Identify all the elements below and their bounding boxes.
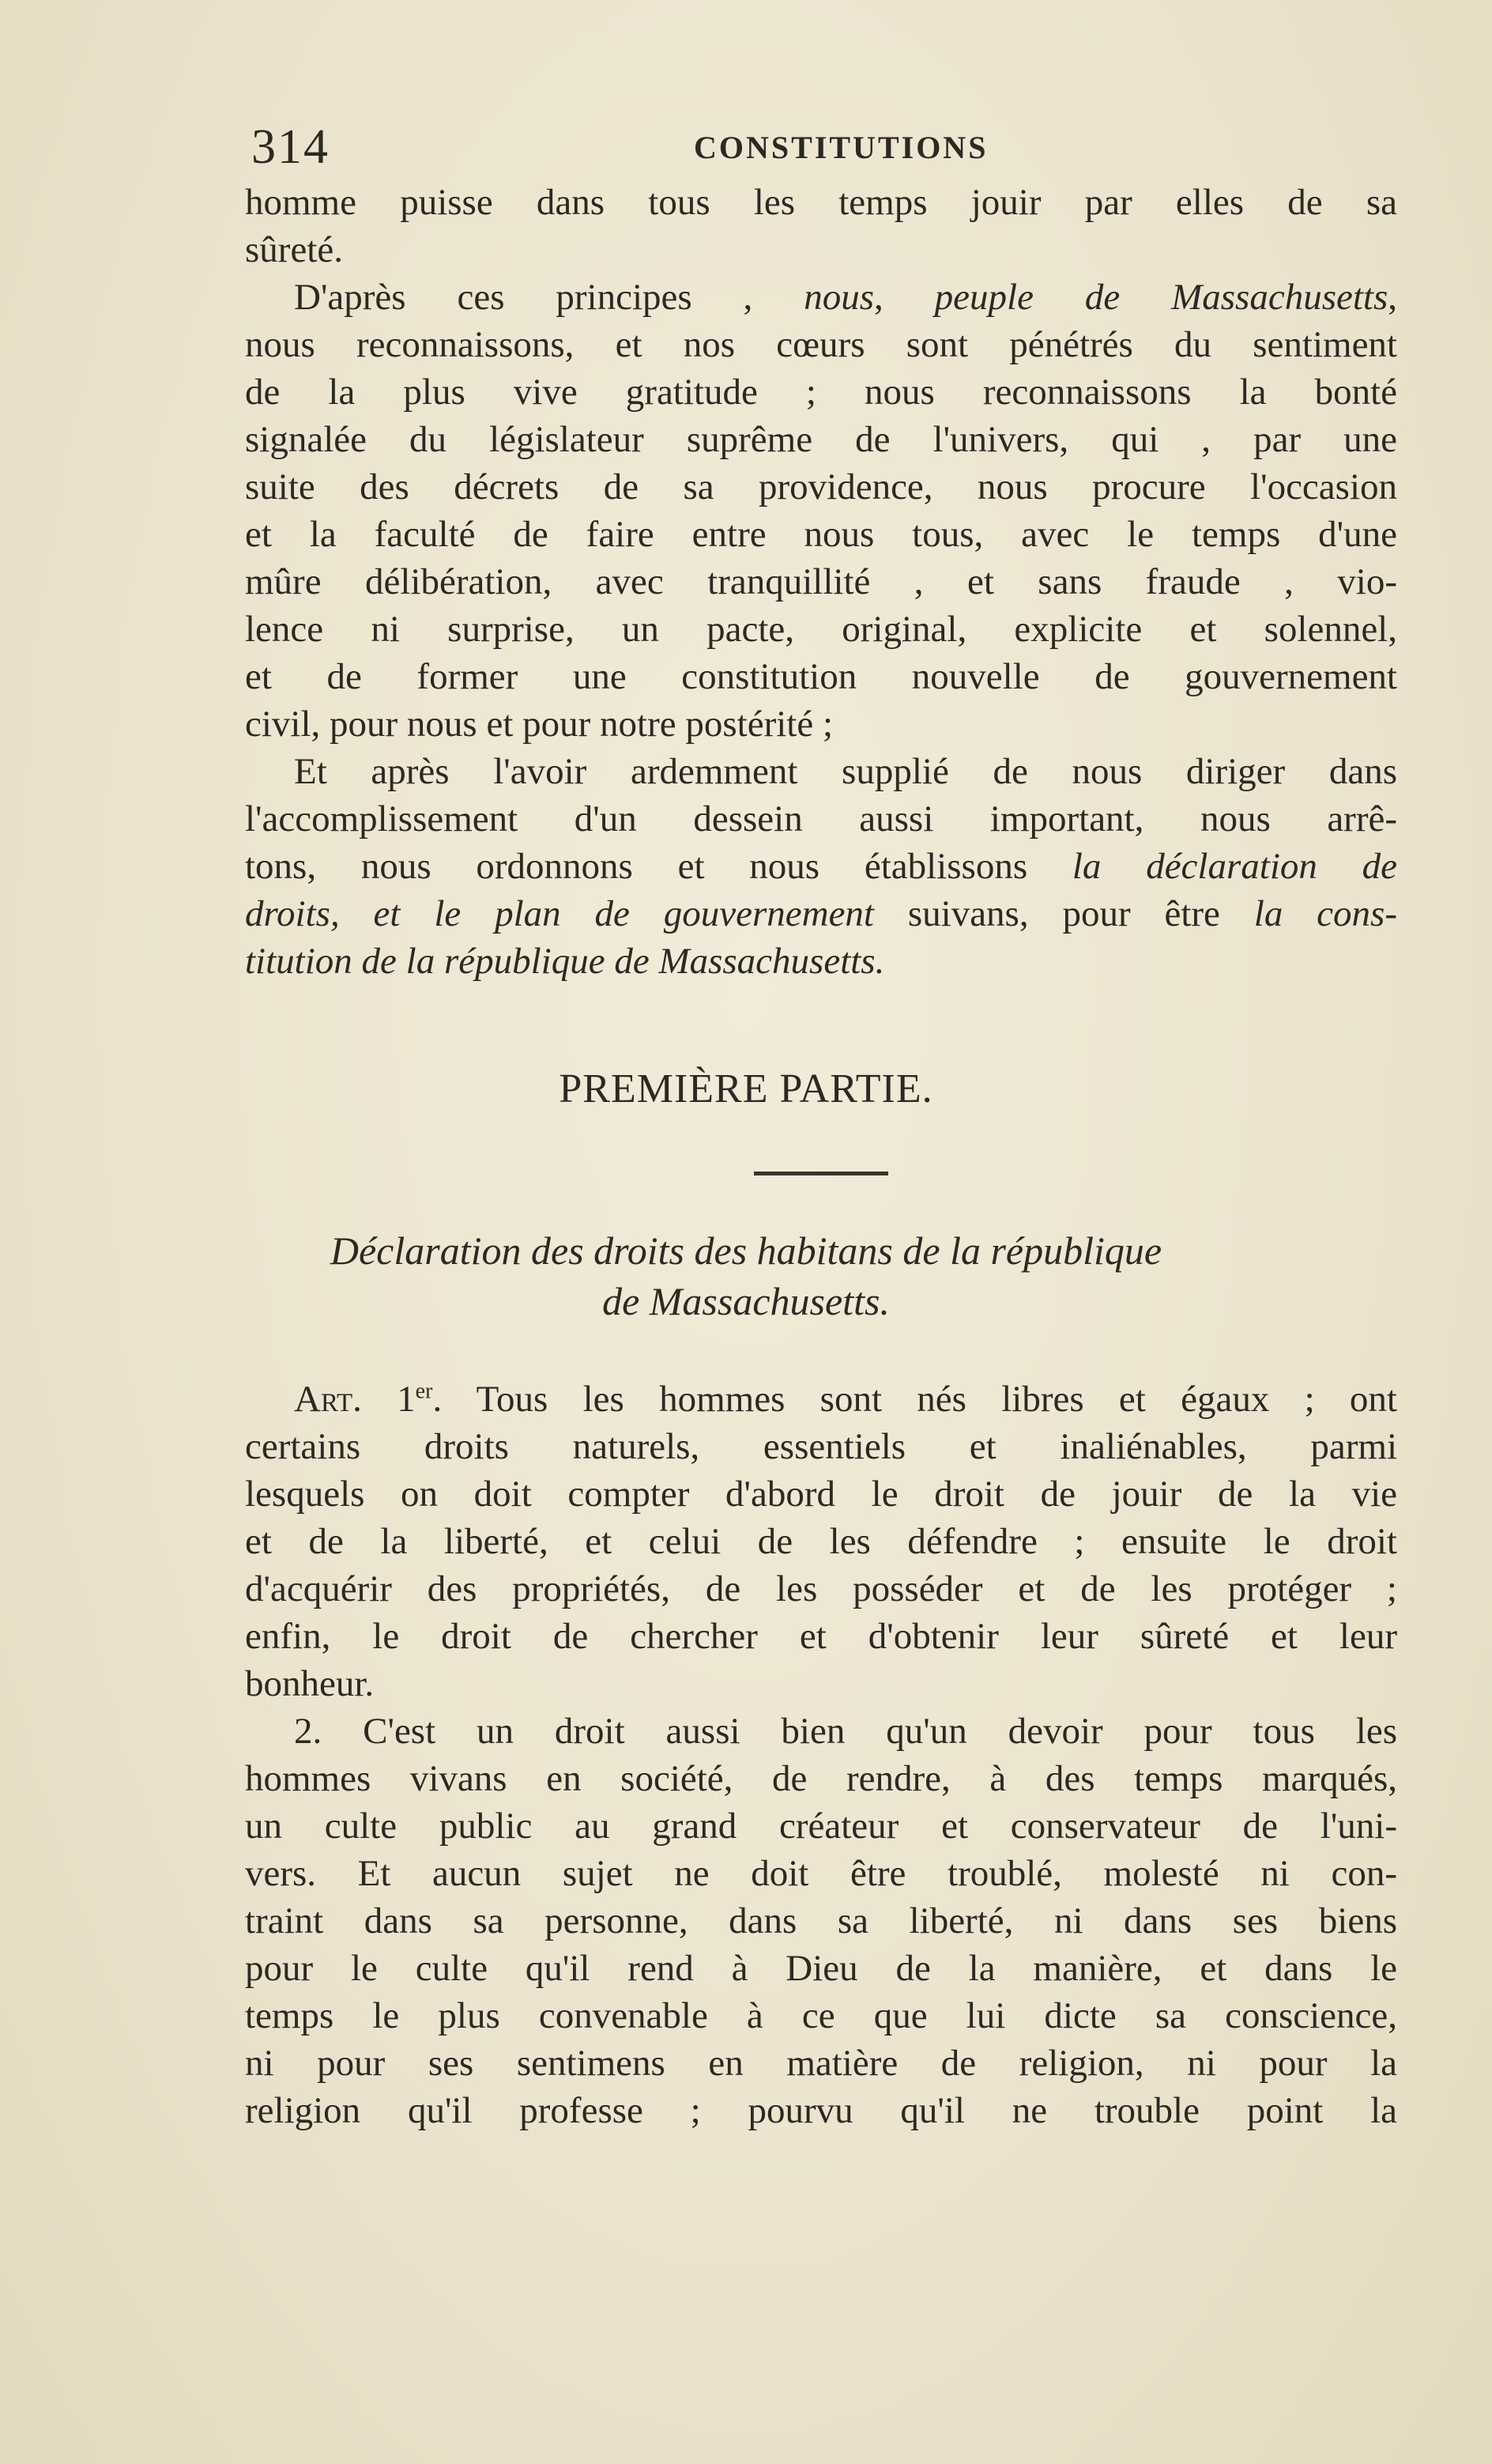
declaration-title bbox=[0, 1225, 1492, 1326]
italic-span: nous bbox=[804, 277, 875, 318]
text-line: homme puisse dans tous les temps jouir par elles de sa bbox=[245, 182, 1397, 223]
section-rule bbox=[754, 1172, 888, 1175]
text-line: nous reconnaissons, et nos cœurs sont pénétrés du sentiment bbox=[245, 324, 1397, 365]
text-line: mûre délibération, avec tranquillité , et sans fraude , vio- bbox=[245, 561, 1397, 602]
articles-text bbox=[245, 1375, 1397, 2134]
text-line bbox=[245, 890, 1397, 938]
text-line: un culte public au grand créateur et conservateur de l'uni- bbox=[245, 1806, 1397, 1847]
declaration-title-line: Déclaration des droits des habitans de la république bbox=[330, 1228, 1162, 1273]
italic-span: titution de la république de Massachusetts. bbox=[245, 941, 885, 982]
text-line: d'acquérir des propriétés, de les posséder et de les protéger ; bbox=[245, 1568, 1397, 1609]
italic-span: , et le plan de gouvernement bbox=[330, 893, 874, 934]
text-line: bonheur. bbox=[245, 1663, 375, 1704]
text-line: hommes vivans en société, de rendre, à des temps marqués, bbox=[245, 1758, 1397, 1799]
text-line: l'accomplissement d'un dessein aussi important, nous arrê- bbox=[245, 798, 1397, 840]
text-span: , bbox=[874, 277, 884, 318]
page-number: 314 bbox=[251, 120, 330, 174]
text-line: Et après l'avoir ardemment supplié de nous diriger dans bbox=[294, 751, 1397, 792]
text-line: ni pour ses sentimens en matière de religion, ni pour la bbox=[245, 2043, 1397, 2084]
text-line: lence ni surprise, un pacte, original, explicite et solennel, bbox=[245, 609, 1397, 650]
text-line bbox=[245, 274, 1397, 321]
italic-span: peuple de Massachusetts bbox=[934, 277, 1388, 318]
text-span: , bbox=[1388, 277, 1398, 318]
text-line: lesquels on doit compter d'abord le droit de jouir de la vie bbox=[245, 1473, 1397, 1515]
article-label: Art. bbox=[294, 1379, 362, 1420]
text-line: temps le plus convenable à ce que lui dicte sa conscience, bbox=[245, 1995, 1397, 2036]
text-line: religion qu'il professe ; pourvu qu'il ne trouble point la bbox=[245, 2090, 1397, 2131]
text-line bbox=[245, 938, 1397, 985]
text-line: 2. C'est un droit aussi bien qu'un devoir pour tous les bbox=[294, 1711, 1397, 1752]
text-line: et de la liberté, et celui de les défendre ; ensuite le droit bbox=[245, 1521, 1397, 1562]
article-number-suffix: er bbox=[415, 1379, 433, 1404]
text-span: D'après ces principes , bbox=[294, 277, 753, 318]
text-line: vers. Et aucun sujet ne doit être troublé, molesté ni con- bbox=[245, 1853, 1397, 1894]
declaration-title-line: de Massachusetts. bbox=[602, 1279, 890, 1323]
page-header bbox=[251, 115, 1389, 179]
preamble-text bbox=[245, 179, 1397, 985]
text-line: signalée du législateur suprême de l'univers, qui , par une bbox=[245, 419, 1397, 460]
text-line bbox=[245, 843, 1397, 890]
text-line: sûreté. bbox=[245, 229, 343, 270]
text-span: suivans, pour être bbox=[907, 893, 1220, 934]
text-line: de la plus vive gratitude ; nous reconnaissons la bonté bbox=[245, 372, 1397, 413]
text-span: tons, nous ordonnons et nous établissons bbox=[245, 846, 1028, 887]
running-head: CONSTITUTIONS bbox=[694, 130, 989, 165]
text-line: et la faculté de faire entre nous tous, avec le temps d'une bbox=[245, 514, 1397, 555]
text-line: enfin, le droit de chercher et d'obtenir leur sûreté et leur bbox=[245, 1616, 1397, 1657]
article-number: 1 bbox=[397, 1379, 416, 1420]
italic-span: droits bbox=[245, 893, 330, 934]
part-title: PREMIÈRE PARTIE. bbox=[559, 1066, 933, 1111]
text-line: suite des décrets de sa providence, nous procure l'occasion bbox=[245, 466, 1397, 508]
text-line: pour le culte qu'il rend à Dieu de la manière, et dans le bbox=[245, 1948, 1397, 1989]
text-line: certains droits naturels, essentiels et inaliénables, parmi bbox=[245, 1426, 1397, 1467]
text-line: traint dans sa personne, dans sa liberté, ni dans ses biens bbox=[245, 1900, 1397, 1941]
text-line: civil, pour nous et pour notre postérité ; bbox=[245, 704, 834, 745]
italic-span: la cons- bbox=[1253, 893, 1397, 934]
text-line: et de former une constitution nouvelle de gouvernement bbox=[245, 656, 1397, 697]
italic-span: la déclaration de bbox=[1072, 846, 1397, 887]
article-1-first-line bbox=[245, 1375, 1397, 1423]
text-span: . Tous les hommes sont nés libres et égaux ; ont bbox=[432, 1379, 1397, 1420]
